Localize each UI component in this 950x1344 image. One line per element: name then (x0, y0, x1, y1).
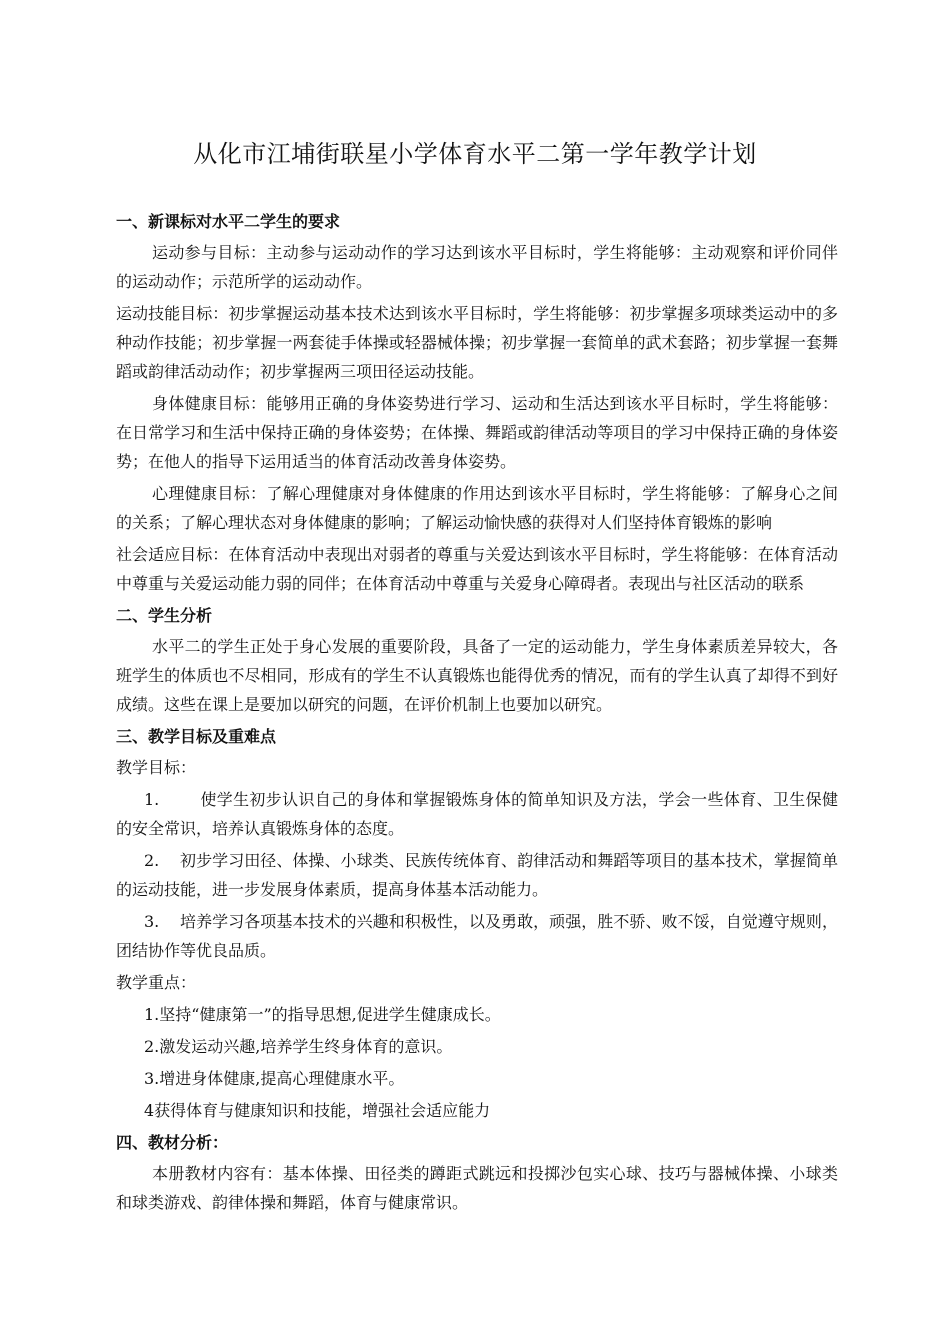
teaching-goal-item (116, 846, 838, 904)
section-1-heading: 一、新课标对水平二学生的要求 (116, 212, 341, 231)
teaching-key-item: 4获得体育与健康知识和技能，增强社会适应能力 (144, 1101, 491, 1120)
document-body (116, 205, 838, 1220)
teaching-key-item: 1.坚持“健康第一”的指导思想,促进学生健康成长。 (144, 1005, 501, 1024)
teaching-goal-number: 2. (144, 851, 160, 870)
section-1-paragraph-3: 身体健康目标：能够用正确的身体姿势进行学习、运动和生活达到该水平目标时，学生将能够：在日常学习和生活中保持正确的身体姿势；在体操、舞蹈或韵律活动等项目的学习中保持正确的身体姿势；在他人的指导下运用适当的体育活动改善身体姿势。 (116, 394, 838, 471)
section-2-paragraph-1: 水平二的学生正处于身心发展的重要阶段，具备了一定的运动能力，学生身体素质差异较大，各班学生的体质也不尽相同，形成有的学生不认真锻炼也能得优秀的情况，而有的学生认真了却得不到好成绩。这些在课上是要加以研究的问题，在评价机制上也要加以研究。 (116, 637, 838, 714)
teaching-goal-number: 1. (144, 790, 160, 809)
section-4-paragraph-1: 本册教材内容有：基本体操、田径类的蹲距式跳远和投掷沙包实心球、技巧与器械体操、小球类和球类游戏、韵律体操和舞蹈，体育与健康常识。 (116, 1164, 838, 1212)
teaching-key-item: 3.增进身体健康,提高心理健康水平。 (144, 1069, 405, 1088)
section-3-heading: 三、教学目标及重难点 (116, 727, 277, 746)
section-4-heading: 四、教材分析： (116, 1133, 229, 1152)
teaching-key-label: 教学重点： (116, 973, 197, 992)
section-1-paragraph-4: 心理健康目标：了解心理健康对身体健康的作用达到该水平目标时，学生将能够：了解身心之间的关系；了解心理状态对身体健康的影响；了解运动愉快感的获得对人们坚持体育锻炼的影响 (116, 484, 838, 532)
document-title: 从化市江埔街联星小学体育水平二第一学年教学计划 (193, 140, 757, 168)
teaching-goal-number: 3. (144, 912, 160, 931)
section-1-paragraph-1: 运动参与目标：主动参与运动动作的学习达到该水平目标时，学生将能够：主动观察和评价同伴的运动动作；示范所学的运动动作。 (116, 243, 838, 291)
section-2-heading: 二、学生分析 (116, 606, 213, 625)
teaching-goal-text: 培养学习各项基本技术的兴趣和积极性，以及勇敢，顽强，胜不骄、败不馁，自觉遵守规则，团结协作等优良品质。 (116, 912, 838, 960)
teaching-key-item: 2.激发运动兴趣,培养学生终身体育的意识。 (144, 1037, 453, 1056)
teaching-goal-text: 使学生初步认识自己的身体和掌握锻炼身体的简单知识及方法，学会一些体育、卫生保健的安全常识，培养认真锻炼身体的态度。 (116, 790, 838, 838)
section-1-paragraph-5: 社会适应目标：在体育活动中表现出对弱者的尊重与关爱达到该水平目标时，学生将能够：在体育活动中尊重与关爱运动能力弱的同伴；在体育活动中尊重与关爱身心障碍者。表现出与社区活动的联系 (116, 545, 838, 593)
teaching-goal-item (116, 785, 838, 843)
teaching-goals-label: 教学目标： (116, 758, 197, 777)
teaching-goal-item (116, 907, 838, 965)
section-1-paragraph-2: 运动技能目标：初步掌握运动基本技术达到该水平目标时，学生将能够：初步掌握多项球类运动中的多种动作技能；初步掌握一两套徒手体操或轻器械体操；初步掌握一套简单的武术套路；初步掌握一套舞蹈或韵律活动动作；初步掌握两三项田径运动技能。 (116, 304, 838, 381)
teaching-goal-text: 初步学习田径、体操、小球类、民族传统体育、韵律活动和舞蹈等项目的基本技术，掌握简单的运动技能，进一步发展身体素质，提高身体基本活动能力。 (116, 851, 838, 899)
